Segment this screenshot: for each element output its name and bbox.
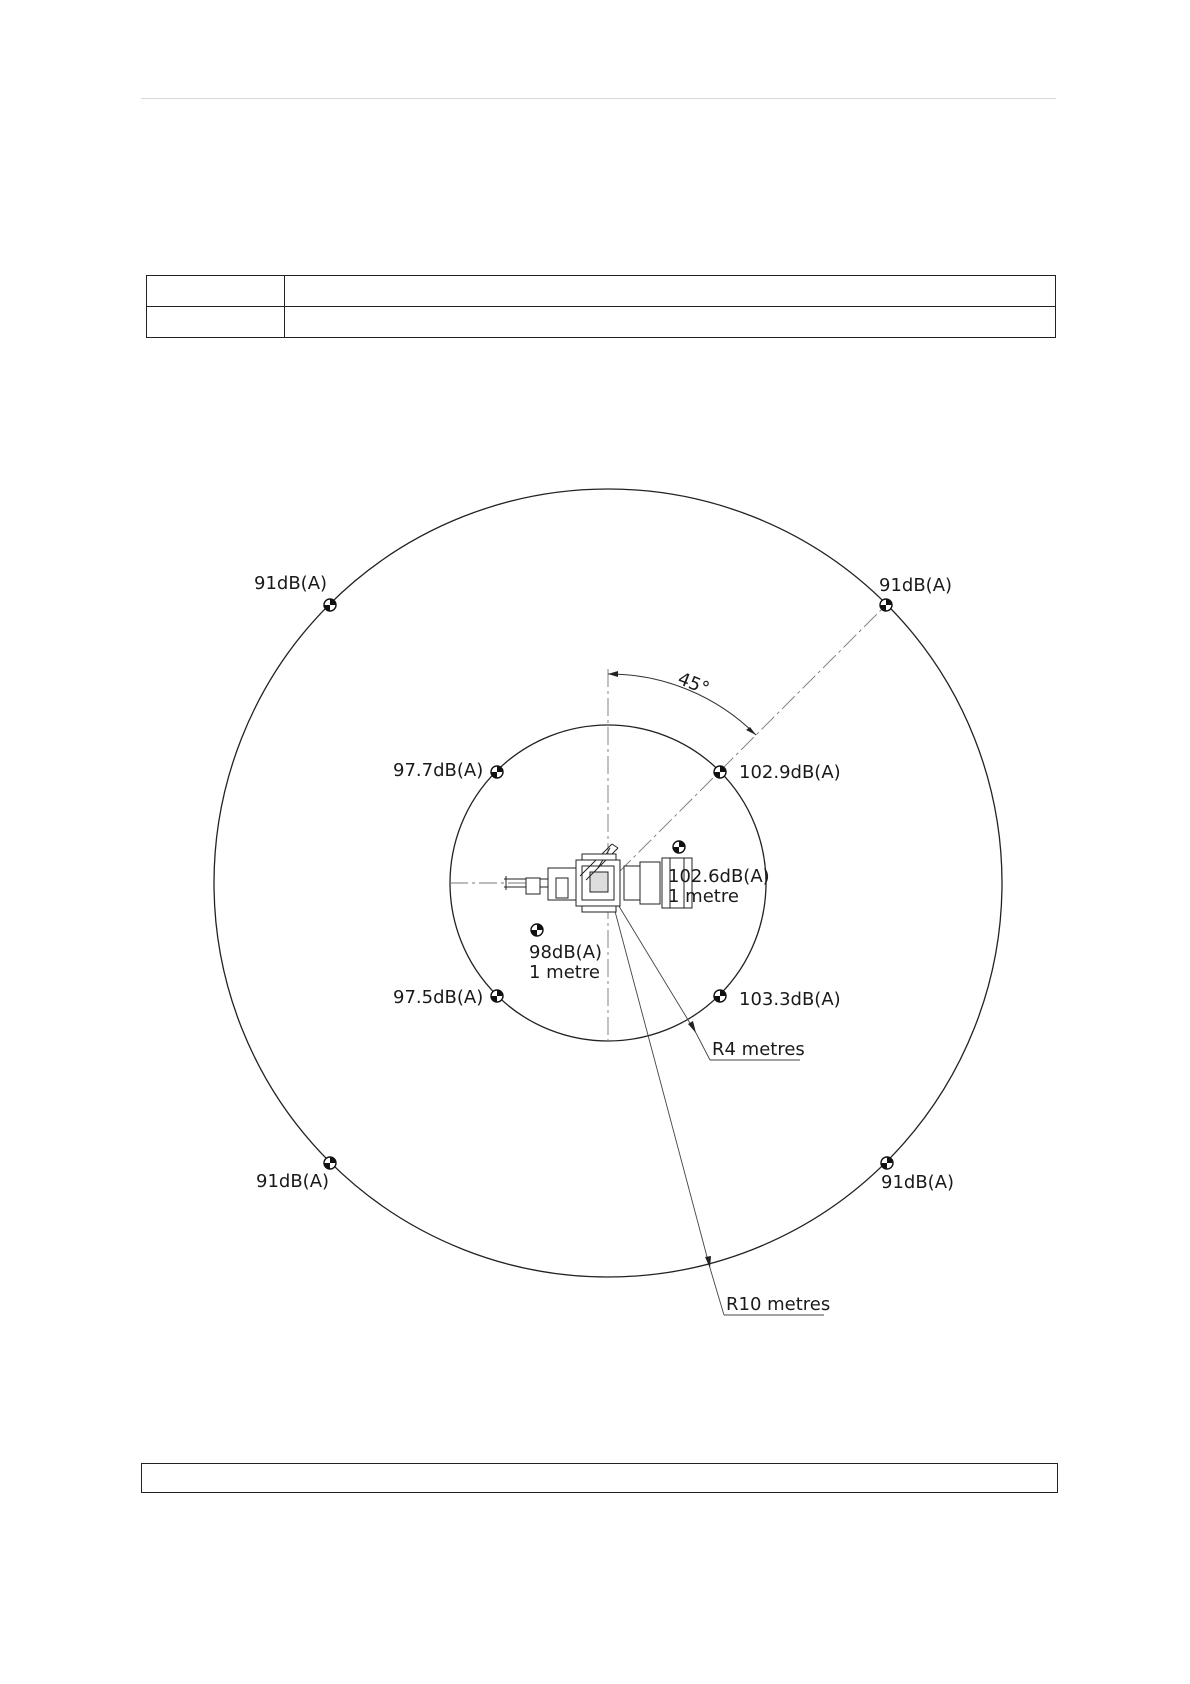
measurement-point-icon: [714, 766, 726, 778]
arrowhead: [608, 671, 618, 677]
outer-point-label: 91dB(A): [254, 573, 328, 594]
measurement-point-icon: [531, 924, 543, 936]
outer-point-label: 91dB(A): [881, 1172, 955, 1193]
near-point-value: 98dB(A): [529, 942, 603, 963]
arrowhead: [688, 1021, 696, 1033]
arrowhead: [746, 727, 756, 735]
near-point-value: 102.6dB(A): [668, 866, 770, 887]
measurement-point-icon: [673, 841, 685, 853]
measurement-point-icon: [324, 599, 336, 611]
outer-radius-label: R10 metres: [726, 1294, 831, 1315]
measurement-point-icon: [714, 990, 726, 1002]
measurement-point-icon: [491, 766, 503, 778]
arrowhead: [705, 1256, 711, 1268]
measurement-point-icon: [880, 599, 892, 611]
near-point-distance: 1 metre: [668, 886, 739, 907]
inner-point-label: 102.9dB(A): [739, 762, 841, 783]
caption-box: [141, 1463, 1058, 1493]
measurement-point-icon: [881, 1157, 893, 1169]
inner-point-label: 103.3dB(A): [739, 989, 841, 1010]
near-point-distance: 1 metre: [529, 962, 600, 983]
measurement-point-icon: [491, 990, 503, 1002]
inner-point-label: 97.5dB(A): [393, 987, 484, 1008]
inner-point-label: 97.7dB(A): [393, 760, 484, 781]
radius-leaders: [612, 898, 824, 1315]
center-lines: [450, 606, 885, 1043]
measurement-point-icon: [324, 1157, 336, 1169]
angle-label: 45°: [674, 668, 713, 700]
inner-radius-label: R4 metres: [712, 1039, 805, 1060]
outer-point-label: 91dB(A): [879, 575, 953, 596]
machine-top-view: [504, 844, 692, 912]
outer-point-label: 91dB(A): [256, 1171, 330, 1192]
